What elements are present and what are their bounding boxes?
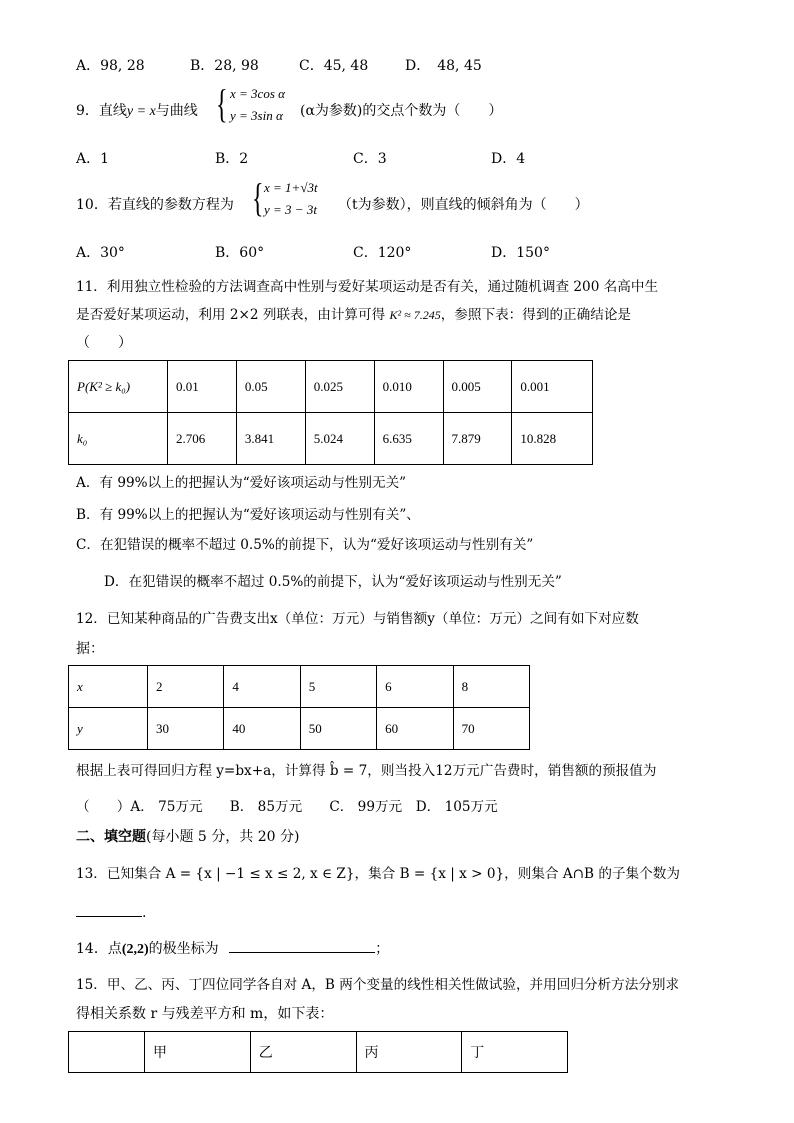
table-cell: 2.706	[168, 413, 237, 465]
q9-option-c: C．3	[353, 151, 387, 167]
q11-line1: 11．利用独立性检验的方法调查高中性别与爱好某项运动是否有关，通过随机调查 200 名高中生	[76, 279, 659, 295]
q10-system	[252, 175, 338, 224]
table-cell: x	[69, 666, 148, 708]
table-cell: 丙	[356, 1032, 462, 1073]
q8-option-c: C．45, 48	[299, 58, 369, 74]
table-cell: 0.001	[512, 361, 593, 413]
q9-option-d: D．4	[491, 151, 526, 167]
table-cell: 5	[300, 666, 376, 708]
table-cell: 0.01	[168, 361, 237, 413]
table-cell: 0.010	[374, 361, 443, 413]
q11-option-a: A．有 99%以上的把握认为“爱好该项运动与性别无关”	[76, 475, 407, 491]
table-cell: 丁	[462, 1032, 568, 1073]
table-cell: 10.828	[512, 413, 593, 465]
q11-paren: （ ）	[76, 335, 132, 351]
q11-option-b: B．有 99%以上的把握认为“爱好该项运动与性别有关”、	[76, 507, 420, 523]
q14-line	[76, 938, 389, 960]
q14-blank[interactable]	[229, 938, 375, 953]
q9-line-eq: y = x	[126, 104, 156, 119]
table-row	[69, 708, 530, 750]
q10-option-d: D．150°	[491, 245, 550, 261]
q14-pre: 14．点	[76, 941, 122, 957]
q13-blank[interactable]	[76, 902, 142, 917]
table-cell: 0.05	[236, 361, 305, 413]
section2-note: (每小题 5 分，共 20 分)	[146, 829, 300, 845]
q11-option-d: D．在犯错误的概率不超过 0.5%的前提下，认为“爱好该项运动与性别无关”	[104, 574, 562, 590]
table-cell: 7.879	[443, 413, 512, 465]
q10-post: （t为参数），则直线的倾斜角为（ ）	[338, 197, 589, 213]
q15-line1: 15．甲、乙、丙、丁四位同学各自对 A，B 两个变量的线性相关性做试验，并用回归分析方法分别求	[76, 977, 680, 993]
q10-option-c: C．120°	[353, 245, 412, 261]
q8-option-a: A．98, 28	[76, 58, 145, 74]
q11-line2a: 是否爱好某项运动，利用 2×2 列联表，由计算可得	[76, 307, 390, 323]
table-cell: 2	[148, 666, 224, 708]
q10-option-b: B．60°	[215, 245, 265, 261]
table-cell: 甲	[145, 1032, 251, 1073]
q15-table	[68, 1031, 568, 1073]
q8-option-b: B．28, 98	[190, 58, 259, 74]
q9-pre: 9．直线	[76, 103, 127, 119]
table-cell	[69, 1032, 145, 1073]
table-cell: 乙	[250, 1032, 356, 1073]
table-cell: 50	[300, 708, 376, 750]
q10-option-a: A．30°	[76, 245, 125, 261]
q12-line4: （ ）A． 75万元 B． 85万元 C． 99万元 D． 105万元	[76, 799, 498, 815]
q10-sys-line2: y = 3 − 3t	[264, 202, 317, 217]
table-cell: 40	[224, 708, 300, 750]
q9-sys-line1: x = 3cos α	[230, 86, 285, 101]
table-cell: 4	[224, 666, 300, 708]
q9-brace: {	[216, 81, 228, 126]
q13-end: .	[142, 905, 147, 921]
q12-line3: 根据上表可得回归方程 y=bx+a，计算得 b̂ = 7，则当投入12万元广告费时，销售额的预报值为	[76, 763, 657, 779]
table-cell: 6	[377, 666, 453, 708]
table-cell: 5.024	[305, 413, 374, 465]
q10-sys-line1: x = 1+√3t	[264, 180, 318, 195]
table-cell: P(K² ≥ k₀)	[69, 361, 168, 413]
table-cell: k₀	[69, 413, 168, 465]
table-row	[69, 361, 593, 413]
table-cell: 60	[377, 708, 453, 750]
table-cell: 6.635	[374, 413, 443, 465]
q10-pre: 10．若直线的参数方程为	[76, 197, 234, 213]
q11-line2b: ，参照下表：得到的正确结论是	[440, 307, 632, 323]
table-cell: 8	[453, 666, 529, 708]
table-cell: 70	[453, 708, 529, 750]
q9-post: (α为参数)的交点个数为（ ）	[300, 103, 503, 119]
q14-end: ；	[375, 941, 390, 957]
q9-stem	[76, 100, 198, 120]
q14-point: (2,2)	[121, 942, 149, 957]
q12-line2: 据：	[76, 641, 104, 657]
table-cell: 0.025	[305, 361, 374, 413]
q13-line1: 13．已知集合 A = {x | −1 ≤ x ≤ 2, x ∈ Z}，集合 B = {x | x > 0}，则集合 A∩B 的子集个数为	[76, 866, 680, 882]
table-row	[69, 1032, 568, 1073]
section2-title: 二、填空题	[76, 829, 146, 845]
q9-system	[216, 81, 300, 130]
table-cell: 30	[148, 708, 224, 750]
q10-brace: {	[252, 175, 264, 220]
table-cell: y	[69, 708, 148, 750]
table-cell: 0.005	[443, 361, 512, 413]
q12-line1: 12．已知某种商品的广告费支出x（单位：万元）与销售额y（单位：万元）之间有如下对应数	[76, 611, 639, 627]
q9-mid: 与曲线	[155, 103, 198, 119]
table-row	[69, 413, 593, 465]
table-row	[69, 666, 530, 708]
q14-post: 的极坐标为	[148, 941, 219, 957]
q13-answer-line	[76, 902, 146, 923]
q12-table	[68, 665, 530, 750]
q8-option-d: D． 48, 45	[405, 58, 482, 74]
q9-sys-line2: y = 3sin α	[230, 108, 283, 123]
section2-heading	[76, 827, 299, 847]
q9-option-a: A．1	[76, 151, 110, 167]
q11-table	[68, 360, 593, 465]
q11-line2	[76, 305, 631, 325]
q15-line2: 得相关系数 r 与残差平方和 m，如下表：	[76, 1006, 334, 1022]
table-cell: 3.841	[236, 413, 305, 465]
q11-k2: K² ≈ 7.245	[389, 308, 441, 322]
q11-option-c: C．在犯错误的概率不超过 0.5%的前提下，认为“爱好该项运动与性别有关”	[76, 537, 534, 553]
q9-option-b: B．2	[215, 151, 249, 167]
